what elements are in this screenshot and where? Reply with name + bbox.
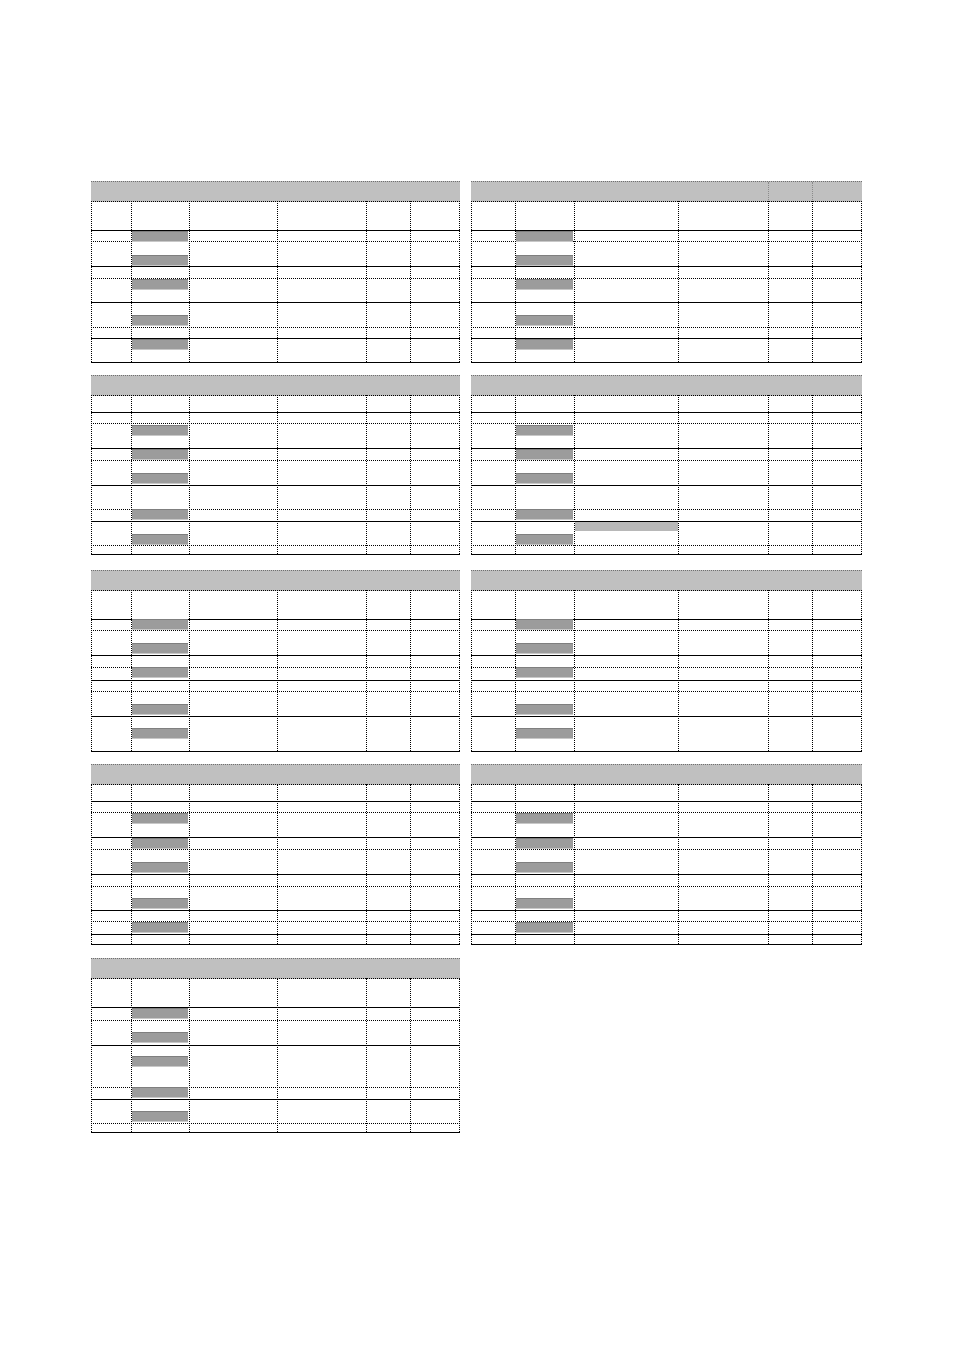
table-row: [91, 362, 460, 363]
column-divider: [812, 201, 813, 362]
column-divider: [861, 395, 862, 554]
table-row: [471, 545, 862, 546]
column-divider: [410, 395, 411, 554]
table-row: [91, 886, 460, 887]
status-swatch: [516, 231, 573, 242]
status-swatch: [516, 898, 573, 909]
column-divider: [768, 201, 769, 362]
table-row: [471, 784, 862, 785]
status-swatch: [516, 255, 573, 266]
table-row: [91, 545, 460, 546]
status-swatch: [132, 667, 188, 678]
column-divider: [574, 784, 575, 944]
status-swatch: [132, 425, 188, 436]
table-row: [91, 784, 460, 785]
table-row: [91, 590, 460, 591]
table-row: [91, 680, 460, 681]
column-divider: [768, 395, 769, 554]
table-block: [91, 570, 460, 752]
table-header-bar: [471, 375, 862, 396]
table-row: [91, 521, 460, 522]
column-divider: [812, 590, 813, 751]
status-swatch: [516, 728, 573, 739]
header-cell-divider: [768, 182, 769, 202]
highlighted-cell: [575, 522, 678, 531]
column-divider: [410, 590, 411, 751]
table-row: [91, 327, 460, 328]
table-row: [91, 412, 460, 413]
column-divider: [459, 395, 460, 554]
table-row: [91, 1045, 460, 1046]
column-divider: [366, 590, 367, 751]
table-row: [91, 302, 460, 303]
column-divider: [366, 201, 367, 362]
status-swatch: [516, 509, 573, 520]
column-divider: [861, 784, 862, 944]
column-divider: [189, 978, 190, 1132]
table-row: [91, 266, 460, 267]
status-swatch: [516, 643, 573, 654]
table-row: [471, 910, 862, 911]
header-cell-divider: [812, 182, 813, 202]
column-divider: [471, 590, 472, 751]
table-row: [91, 874, 460, 875]
status-swatch: [516, 279, 573, 290]
table-row: [91, 655, 460, 656]
table-block: [471, 570, 862, 752]
column-divider: [277, 201, 278, 362]
table-row: [91, 934, 460, 935]
table-row: [471, 362, 862, 363]
column-divider: [410, 784, 411, 944]
table-row: [471, 655, 862, 656]
column-divider: [471, 784, 472, 944]
column-divider: [678, 784, 679, 944]
table-header-bar: [471, 181, 862, 202]
table-row: [471, 201, 862, 202]
table-row: [471, 716, 862, 717]
table-block: [471, 181, 862, 363]
status-swatch: [132, 1008, 188, 1019]
status-swatch: [132, 339, 188, 350]
table-header-bar: [91, 958, 460, 979]
column-divider: [812, 784, 813, 944]
column-divider: [471, 201, 472, 362]
column-divider: [131, 978, 132, 1132]
status-swatch: [132, 643, 188, 654]
column-divider: [366, 395, 367, 554]
status-swatch: [132, 279, 188, 290]
status-swatch: [132, 838, 188, 849]
status-swatch: [516, 667, 573, 678]
status-swatch: [516, 339, 573, 350]
table-row: [471, 485, 862, 486]
column-divider: [91, 590, 92, 751]
table-row: [471, 590, 862, 591]
column-divider: [459, 201, 460, 362]
status-swatch: [516, 619, 573, 630]
table-header-bar: [471, 570, 862, 591]
table-row: [471, 874, 862, 875]
table-row: [471, 944, 862, 945]
column-divider: [277, 395, 278, 554]
status-swatch: [132, 255, 188, 266]
table-row: [471, 680, 862, 681]
status-swatch: [132, 1032, 188, 1043]
status-swatch: [516, 838, 573, 849]
table-row: [471, 886, 862, 887]
status-swatch: [132, 1087, 188, 1098]
column-divider: [678, 201, 679, 362]
table-block: [471, 375, 862, 555]
table-row: [91, 944, 460, 945]
column-divider: [471, 395, 472, 554]
table-row: [91, 201, 460, 202]
column-divider: [459, 784, 460, 944]
column-divider: [574, 590, 575, 751]
status-swatch: [132, 728, 188, 739]
status-swatch: [132, 1111, 188, 1122]
table-row: [91, 1123, 460, 1124]
table-row: [471, 302, 862, 303]
column-divider: [189, 395, 190, 554]
table-row: [471, 266, 862, 267]
status-swatch: [516, 425, 573, 436]
table-row: [471, 751, 862, 752]
table-row: [91, 801, 460, 802]
status-swatch: [132, 534, 188, 545]
table-row: [471, 801, 862, 802]
table-row: [471, 849, 862, 850]
table-row: [91, 554, 460, 555]
table-header-bar: [471, 764, 862, 785]
table-header-bar: [91, 570, 460, 591]
table-row: [91, 691, 460, 692]
status-swatch: [132, 813, 188, 824]
table-row: [91, 849, 460, 850]
status-swatch: [132, 231, 188, 242]
column-divider: [768, 784, 769, 944]
status-swatch: [132, 473, 188, 484]
table-row: [91, 485, 460, 486]
status-swatch: [516, 534, 573, 545]
column-divider: [574, 201, 575, 362]
status-swatch: [132, 704, 188, 715]
table-header-bar: [91, 181, 460, 202]
table-row: [91, 1099, 460, 1100]
column-divider: [678, 395, 679, 554]
table-row: [471, 460, 862, 461]
status-swatch: [132, 862, 188, 873]
status-swatch: [516, 315, 573, 326]
column-divider: [189, 201, 190, 362]
column-divider: [459, 590, 460, 751]
column-divider: [459, 978, 460, 1132]
table-row: [91, 910, 460, 911]
column-divider: [366, 784, 367, 944]
column-divider: [861, 201, 862, 362]
table-row: [91, 751, 460, 752]
column-divider: [366, 978, 367, 1132]
status-swatch: [132, 1056, 188, 1067]
table-header-bar: [91, 375, 460, 396]
table-row: [91, 1132, 460, 1133]
table-row: [471, 691, 862, 692]
status-swatch: [516, 813, 573, 824]
table-block: [471, 764, 862, 945]
table-row: [471, 412, 862, 413]
column-divider: [410, 978, 411, 1132]
column-divider: [678, 590, 679, 751]
table-row: [91, 630, 460, 631]
status-swatch: [516, 922, 573, 933]
table-row: [471, 395, 862, 396]
column-divider: [91, 201, 92, 362]
table-row: [91, 423, 460, 424]
column-divider: [91, 395, 92, 554]
status-swatch: [132, 315, 188, 326]
table-row: [471, 934, 862, 935]
column-divider: [277, 784, 278, 944]
status-swatch: [516, 473, 573, 484]
status-swatch: [516, 862, 573, 873]
table-row: [91, 395, 460, 396]
table-row: [91, 1020, 460, 1021]
column-divider: [768, 590, 769, 751]
status-swatch: [516, 449, 573, 460]
column-divider: [410, 201, 411, 362]
table-row: [471, 554, 862, 555]
table-row: [91, 460, 460, 461]
column-divider: [189, 784, 190, 944]
status-swatch: [516, 704, 573, 715]
table-block: [91, 764, 460, 945]
table-row: [91, 978, 460, 979]
table-block: [91, 958, 460, 1133]
column-divider: [812, 395, 813, 554]
status-swatch: [132, 619, 188, 630]
column-divider: [91, 978, 92, 1132]
table-row: [471, 423, 862, 424]
status-swatch: [132, 922, 188, 933]
column-divider: [277, 978, 278, 1132]
status-swatch: [132, 449, 188, 460]
table-block: [91, 375, 460, 555]
table-block: [91, 181, 460, 363]
table-row: [471, 630, 862, 631]
table-row: [91, 716, 460, 717]
column-divider: [277, 590, 278, 751]
column-divider: [91, 784, 92, 944]
status-swatch: [132, 898, 188, 909]
column-divider: [861, 590, 862, 751]
status-swatch: [132, 509, 188, 520]
table-row: [471, 327, 862, 328]
table-header-bar: [91, 764, 460, 785]
column-divider: [189, 590, 190, 751]
